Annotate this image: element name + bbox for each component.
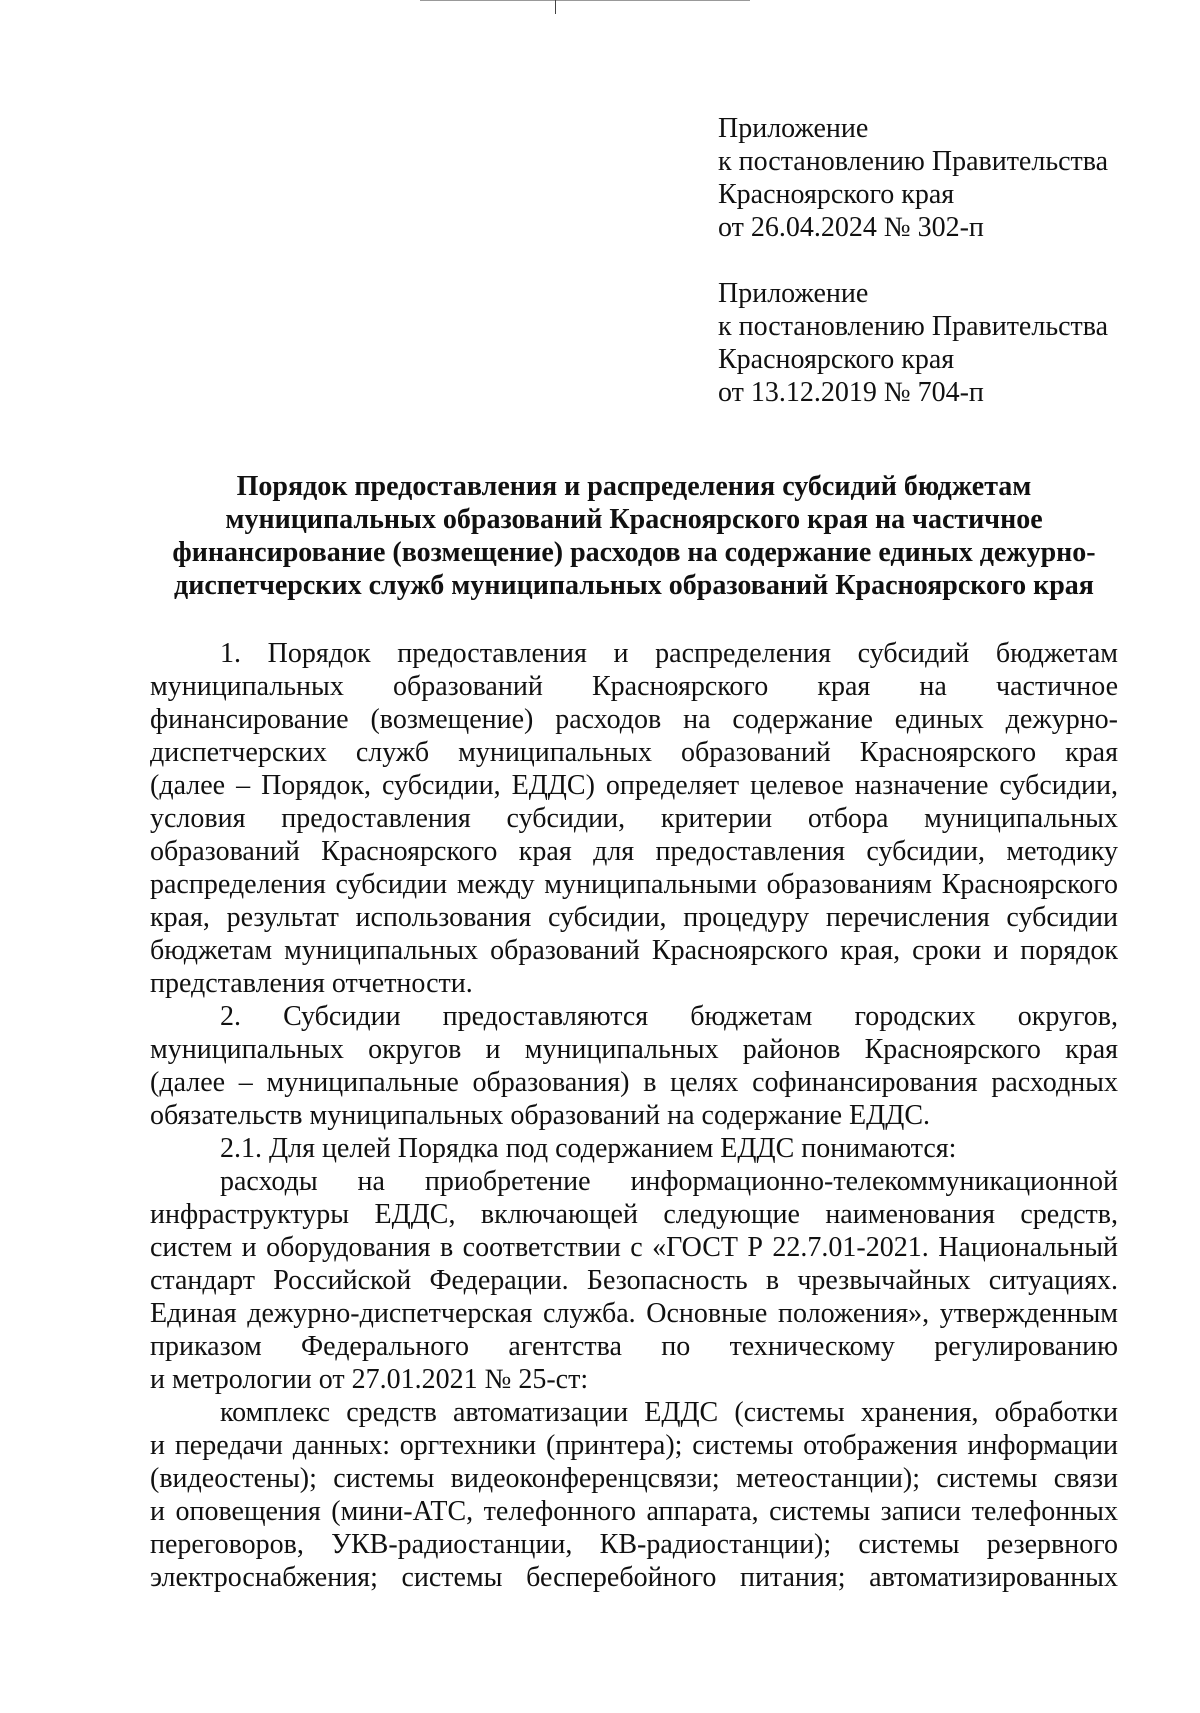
paragraph-complex-line: и оповещения (мини-АТС, телефонного аппарата, системы записи телефонных	[150, 1496, 1118, 1527]
appendix-note-current	[718, 112, 1108, 244]
title-line: Порядок предоставления и распределения субсидий бюджетам	[236, 471, 1032, 502]
appendix-date-line: от 13.12.2019 № 704-п	[718, 377, 984, 408]
paragraph-2-line: 2. Субсидии предоставляются бюджетам городских округов,	[220, 1001, 1118, 1032]
top-edge-mark	[555, 0, 556, 14]
appendix-date-line: от 26.04.2024 № 302-п	[718, 212, 984, 243]
paragraph-1-line: края, результат использования субсидии, процедуру перечисления субсидии	[150, 902, 1118, 933]
paragraph-1-line: распределения субсидии между муниципальными образованиям Красноярского	[150, 869, 1118, 900]
paragraph-2-line: (далее – муниципальные образования) в целях софинансирования расходных	[150, 1067, 1118, 1098]
appendix-line: Красноярского края	[718, 179, 955, 210]
title-line: муниципальных образований Красноярского края на частичное	[225, 504, 1043, 535]
paragraph-1-line: 1. Порядок предоставления и распределения субсидий бюджетам	[220, 638, 1118, 669]
top-edge-line	[420, 0, 750, 1]
document-body	[150, 637, 1118, 1594]
appendix-line: Приложение	[718, 113, 869, 144]
appendix-note-original	[718, 277, 1108, 409]
paragraph-expenses-line: и метрологии от 27.01.2021 № 25-ст:	[150, 1364, 589, 1395]
paragraph-1-line: условия предоставления субсидии, критерии отбора муниципальных	[150, 803, 1118, 834]
paragraph-2-1-line: 2.1. Для целей Порядка под содержанием ЕДДС понимаются:	[220, 1133, 957, 1164]
appendix-line: к постановлению Правительства	[718, 311, 1109, 342]
paragraph-expenses-line: приказом Федерального агентства по техническому регулированию	[150, 1331, 1118, 1362]
paragraph-expenses-line: Единая дежурно-диспетчерская служба. Основные положения», утвержденным	[150, 1298, 1118, 1329]
appendix-line: к постановлению Правительства	[718, 146, 1109, 177]
paragraph-1-line: образований Красноярского края для предоставления субсидии, методику	[150, 836, 1118, 867]
paragraph-complex-line: (видеостены); системы видеоконференцсвязи; метеостанции); системы связи	[150, 1463, 1118, 1494]
paragraph-complex-line: комплекс средств автоматизации ЕДДС (системы хранения, обработки	[220, 1397, 1118, 1428]
paragraph-expenses-line: расходы на приобретение информационно-телекоммуникационной	[220, 1166, 1118, 1197]
paragraph-1-line: представления отчетности.	[150, 968, 473, 999]
paragraph-1-line: финансирование (возмещение) расходов на содержание единых дежурно-	[150, 704, 1118, 735]
title-line: финансирование (возмещение) расходов на содержание единых дежурно-	[172, 537, 1096, 568]
title-line: диспетчерских служб муниципальных образований Красноярского края	[174, 570, 1094, 601]
paragraph-1-line: (далее – Порядок, субсидии, ЕДДС) определяет целевое назначение субсидии,	[150, 770, 1118, 801]
paragraph-complex-line: переговоров, УКВ-радиостанции, КВ-радиостанции); системы резервного	[150, 1529, 1118, 1560]
document-title	[150, 470, 1118, 602]
paragraph-complex-line: и передачи данных: оргтехники (принтера); системы отображения информации	[150, 1430, 1118, 1461]
paragraph-2-line: обязательств муниципальных образований на содержание ЕДДС.	[150, 1100, 930, 1131]
paragraph-1-line: бюджетам муниципальных образований Красноярского края, сроки и порядок	[150, 935, 1118, 966]
paragraph-1-line: диспетчерских служб муниципальных образований Красноярского края	[150, 737, 1118, 768]
paragraph-1-line: муниципальных образований Красноярского края на частичное	[150, 671, 1118, 702]
appendix-line: Приложение	[718, 278, 869, 309]
paragraph-expenses-line: систем и оборудования в соответствии с «ГОСТ Р 22.7.01-2021. Национальный	[150, 1232, 1118, 1263]
paragraph-expenses-line: стандарт Российской Федерации. Безопасность в чрезвычайных ситуациях.	[150, 1265, 1118, 1296]
paragraph-complex-line: электроснабжения; системы бесперебойного питания; автоматизированных	[150, 1562, 1118, 1593]
paragraph-2-line: муниципальных округов и муниципальных районов Красноярского края	[150, 1034, 1118, 1065]
appendix-line: Красноярского края	[718, 344, 955, 375]
paragraph-expenses-line: инфраструктуры ЕДДС, включающей следующие наименования средств,	[150, 1199, 1118, 1230]
